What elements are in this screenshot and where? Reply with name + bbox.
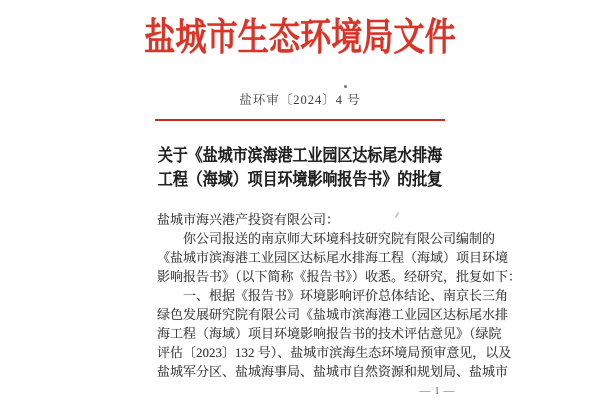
body-line: 《盐城市滨海港工业园区达标尾水排海工程（海域）项目环境 xyxy=(157,250,509,265)
org-header-banner: 盐城市生态环境局文件 xyxy=(144,17,456,59)
page-number: — 1 — xyxy=(419,385,455,397)
document-title-line-1: 关于《盐城市滨海港工业园区达标尾水排海 xyxy=(157,146,443,165)
body-line: 盐城军分区、盐城海事局、盐城市自然资源和规划局、盐城市 xyxy=(157,364,509,379)
body-line-addressee: 盐城市海兴港产投资有限公司： xyxy=(157,212,340,227)
red-divider-rule xyxy=(155,119,445,121)
document-title xyxy=(36,144,564,192)
document-title-line-2: 工程（海域）项目环境影响报告书》的批复 xyxy=(157,170,443,189)
body-line: 你公司报送的南京师大环境科技研究院有限公司编制的 xyxy=(183,231,496,246)
document-number: 盐环审〔2024〕4 号 xyxy=(239,93,361,107)
body-line: 评估〔2023〕132 号）、盐城市滨海生态环境局预审意见，以及 xyxy=(157,345,512,360)
body-line: 海工程（海域）项目环境影响报告书的技术评估意见》（绿院 xyxy=(157,326,502,341)
scan-speck-dot xyxy=(344,85,347,88)
body-line: 绿色发展研究院有限公司《盐城市滨海港工业园区达标尾水排 xyxy=(157,307,509,322)
body-line: 一、根据《报告书》环境影响评价总体结论、南京长三角 xyxy=(183,288,509,303)
document-body xyxy=(157,210,522,381)
body-line: 影响报告书》（以下简称《报告书》）收悉。经研究，批复如下： xyxy=(157,269,522,284)
